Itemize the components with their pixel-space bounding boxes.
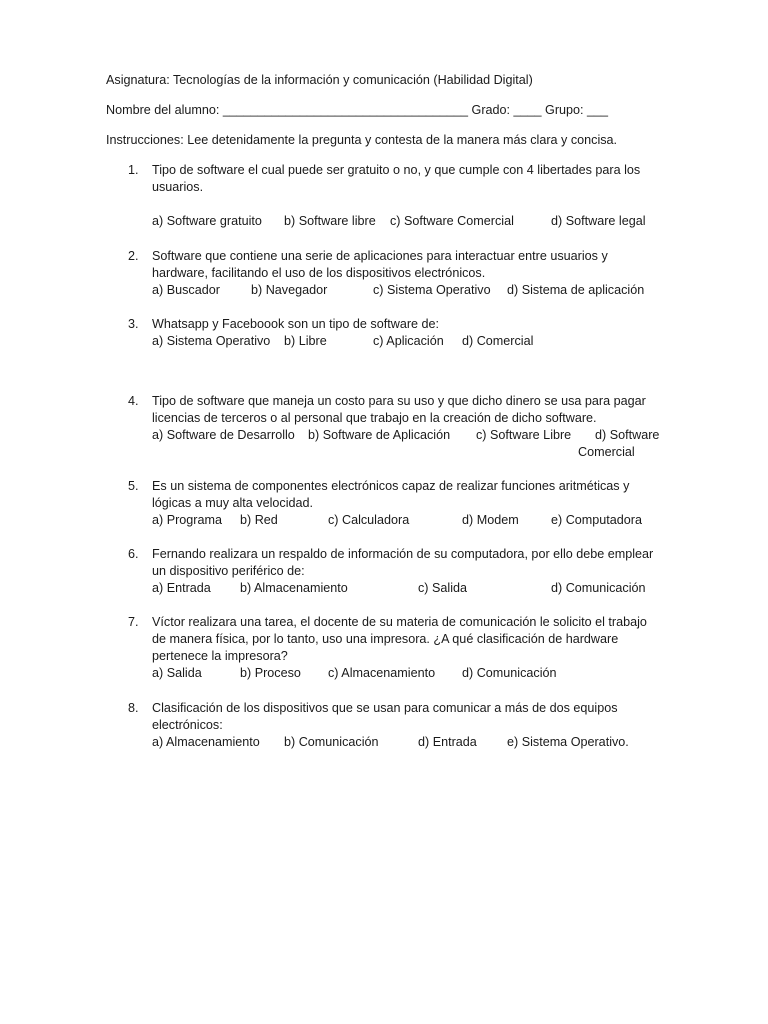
option: a) Salida: [152, 666, 202, 680]
question-number: 5.: [128, 479, 139, 493]
question-text: usuarios.: [152, 180, 204, 194]
question-number: 4.: [128, 394, 139, 408]
option: b) Software libre: [284, 214, 376, 228]
question-text: Es un sistema de componentes electrónicos capaz de realizar funciones aritméticas y: [152, 479, 630, 493]
question-number: 7.: [128, 615, 139, 629]
option: a) Software gratuito: [152, 214, 262, 228]
question-text: Software que contiene una serie de aplicaciones para interactuar entre usuarios y: [152, 249, 608, 263]
option: b) Proceso: [240, 666, 301, 680]
option: c) Software Libre: [476, 428, 572, 442]
instructions-line: Instrucciones: Lee detenidamente la pregunta y contesta de la manera más clara y concisa.: [106, 133, 618, 147]
option: d) Comunicación: [551, 581, 646, 595]
question-text: Clasificación de los dispositivos que se usan para comunicar a más de dos equipos: [152, 701, 618, 715]
option: c) Software Comercial: [390, 214, 514, 228]
question-number: 2.: [128, 249, 139, 263]
option: b) Almacenamiento: [240, 581, 348, 595]
option: c) Almacenamiento: [328, 666, 436, 680]
question-text: un dispositivo periférico de:: [152, 564, 305, 578]
option: c) Salida: [418, 581, 467, 595]
question-number: 6.: [128, 547, 139, 561]
option: a) Buscador: [152, 283, 220, 297]
option: b) Libre: [284, 334, 327, 348]
question-text: Whatsapp y Faceboook son un tipo de software de:: [152, 317, 440, 331]
question-text: Víctor realizara una tarea, el docente de su materia de comunicación le solicito el trabajo: [152, 615, 647, 629]
option: d) Entrada: [418, 735, 477, 749]
option: d) Software legal: [551, 214, 646, 228]
question-text: licencias de terceros o al personal que trabajo en la creación de dicho software.: [152, 411, 597, 425]
question-text: Fernando realizara un respaldo de información de su computadora, por ello debe emplear: [152, 547, 654, 561]
option: c) Sistema Operativo: [373, 283, 491, 297]
question-number: 1.: [128, 163, 139, 177]
question-text: lógicas a muy alta velocidad.: [152, 496, 314, 510]
option: d) Sistema de aplicación: [507, 283, 645, 297]
option: d) Comunicación: [462, 666, 557, 680]
option: a) Entrada: [152, 581, 211, 595]
option: b) Red: [240, 513, 278, 527]
option: c) Calculadora: [328, 513, 410, 527]
option: e) Computadora: [551, 513, 643, 527]
option-continuation: Comercial: [578, 445, 635, 459]
option: a) Almacenamiento: [152, 735, 260, 749]
option: d) Software: [595, 428, 660, 442]
option: a) Programa: [152, 513, 222, 527]
question-text: Tipo de software el cual puede ser gratuito o no, y que cumple con 4 libertades para los: [152, 163, 641, 177]
question-number: 8.: [128, 701, 139, 715]
option: b) Software de Aplicación: [308, 428, 451, 442]
question-text: pertenece la impresora?: [152, 649, 288, 663]
subject-line: Asignatura: Tecnologías de la información y comunicación (Habilidad Digital): [106, 73, 533, 87]
question-text: hardware, facilitando el uso de los dispositivos electrónicos.: [152, 266, 486, 280]
question-text: electrónicos:: [152, 718, 223, 732]
option: b) Comunicación: [284, 735, 379, 749]
question-number: 3.: [128, 317, 139, 331]
option: c) Aplicación: [373, 334, 444, 348]
option: b) Navegador: [251, 283, 328, 297]
option: d) Modem: [462, 513, 519, 527]
student-name-line: Nombre del alumno: ___________________________________ Grado: ____ Grupo: ___: [106, 103, 609, 117]
option: d) Comercial: [462, 334, 534, 348]
question-text: Tipo de software que maneja un costo para su uso y que dicho dinero se usa para pagar: [152, 394, 646, 408]
option: a) Software de Desarrollo: [152, 428, 295, 442]
question-text: de manera física, por lo tanto, uso una impresora. ¿A qué clasificación de hardware: [152, 632, 619, 646]
option: a) Sistema Operativo: [152, 334, 271, 348]
option: e) Sistema Operativo.: [507, 735, 629, 749]
